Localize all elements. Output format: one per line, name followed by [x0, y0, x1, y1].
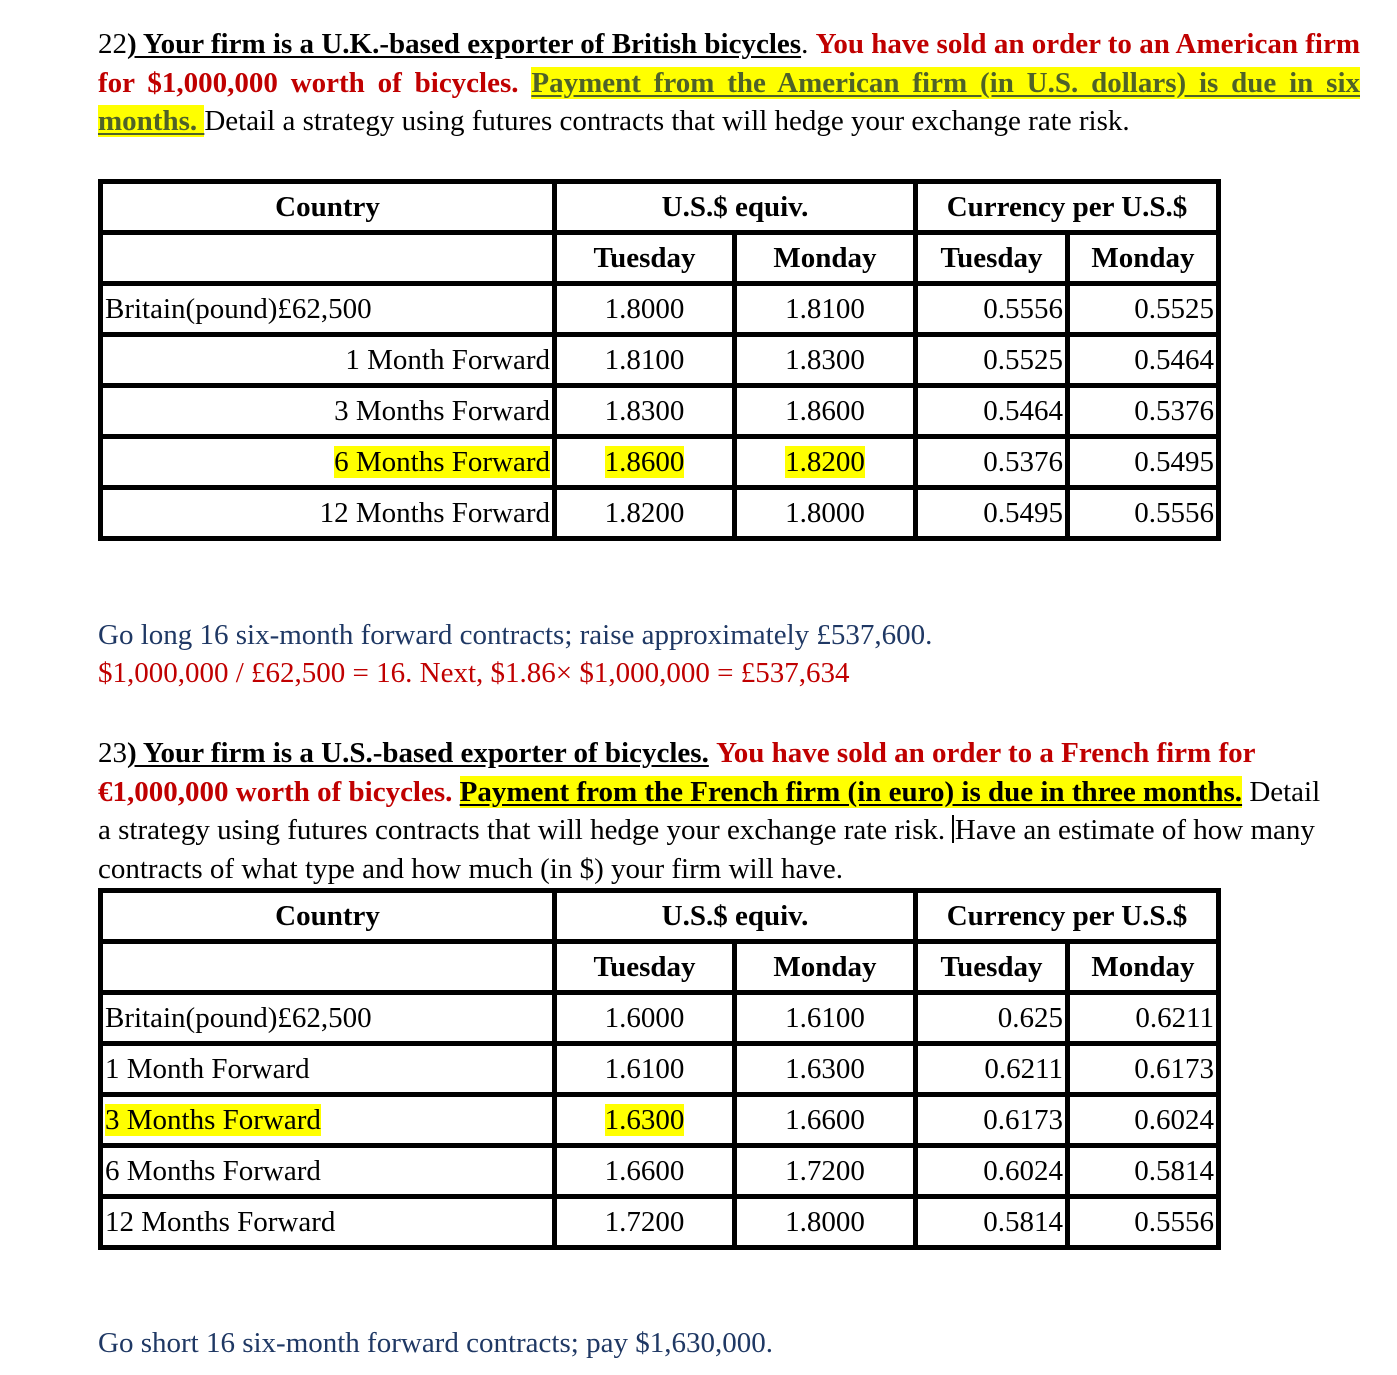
- usd-monday: [735, 437, 916, 488]
- highlighted-label: 6 Months Forward: [334, 445, 550, 478]
- table-row: [101, 437, 1219, 488]
- q22-red-text: You have sold an order to an American firm for $1,000,000 worth of bicycles.: [98, 28, 1360, 99]
- currency-monday: 0.6173: [1068, 1044, 1219, 1095]
- usd-monday: 1.6600: [735, 1095, 916, 1146]
- text-cursor: [952, 815, 954, 843]
- usd-tuesday: 1.7200: [555, 1197, 735, 1248]
- q23-rest-2: Have an estimate of how many contracts of what type and how much (in $) your firm will have.: [98, 814, 1315, 885]
- question-23: [98, 734, 1338, 888]
- row-label: 6 Months Forward: [101, 1146, 555, 1197]
- question-22: [98, 25, 1360, 141]
- table-row: [101, 284, 1219, 335]
- subheader-monday: Monday: [735, 233, 916, 284]
- currency-tuesday: 0.5464: [916, 386, 1068, 437]
- subheader-tuesday: Tuesday: [916, 233, 1068, 284]
- row-label: [101, 1095, 555, 1146]
- q22-space: [519, 67, 532, 99]
- header-usd-equiv: U.S.$ equiv.: [555, 182, 916, 233]
- table-row: [101, 335, 1219, 386]
- highlighted-value: 1.6300: [604, 1103, 685, 1136]
- row-label: 1 Month Forward: [101, 1044, 555, 1095]
- currency-monday: 0.5556: [1068, 488, 1219, 539]
- subheader-monday: Monday: [1068, 233, 1219, 284]
- highlighted-value: 1.8200: [785, 445, 865, 478]
- table-subheader-row: [101, 233, 1219, 284]
- usd-tuesday: 1.8000: [555, 284, 735, 335]
- header-country: Country: [101, 182, 555, 233]
- usd-monday: 1.8100: [735, 284, 916, 335]
- table-row: [101, 488, 1219, 539]
- q22-lead: ) Your firm is a U.K.-based exporter of British bicycles: [127, 28, 802, 60]
- usd-monday: 1.8600: [735, 386, 916, 437]
- usd-tuesday: 1.6000: [555, 993, 735, 1044]
- subheader-monday: Monday: [1068, 942, 1219, 993]
- row-label: Britain(pound)£62,500: [101, 284, 555, 335]
- header-currency-per-usd: Currency per U.S.$: [916, 182, 1219, 233]
- usd-tuesday: 1.8100: [555, 335, 735, 386]
- table-row: [101, 1044, 1219, 1095]
- currency-tuesday: 0.5495: [916, 488, 1068, 539]
- usd-tuesday: 1.8300: [555, 386, 735, 437]
- table-header-row: [101, 891, 1219, 942]
- q23-lead: ) Your firm is a U.S.-based exporter of bicycles.: [127, 737, 709, 769]
- currency-tuesday: 0.6211: [916, 1044, 1068, 1095]
- subheader-empty: [101, 233, 555, 284]
- table-row: [101, 1197, 1219, 1248]
- answer-22-line-1: Go long 16 six-month forward contracts; raise approximately £537,600.: [98, 619, 933, 651]
- row-label: 3 Months Forward: [101, 386, 555, 437]
- exchange-rate-table-23: [98, 888, 1221, 1250]
- usd-monday: 1.8000: [735, 488, 916, 539]
- answer-22-line-2: $1,000,000 / £62,500 = 16. Next, $1.86× $1,000,000 = £537,634: [98, 657, 850, 689]
- subheader-empty: [101, 942, 555, 993]
- highlighted-value: 1.8600: [604, 445, 685, 478]
- currency-tuesday: 0.625: [916, 993, 1068, 1044]
- currency-tuesday: 0.5556: [916, 284, 1068, 335]
- table-row: [101, 1146, 1219, 1197]
- usd-tuesday: [555, 437, 735, 488]
- currency-monday: 0.5376: [1068, 386, 1219, 437]
- highlighted-label: 3 Months Forward: [105, 1103, 321, 1136]
- currency-tuesday: 0.6173: [916, 1095, 1068, 1146]
- currency-monday: 0.5495: [1068, 437, 1219, 488]
- currency-monday: 0.6024: [1068, 1095, 1219, 1146]
- q23-space-2: [452, 776, 459, 808]
- table-row: [101, 386, 1219, 437]
- q22-highlighted-text: Payment from the American firm (in U.S. dollars) is due in six months.: [98, 66, 1360, 138]
- q23-space: [709, 737, 716, 769]
- subheader-tuesday: Tuesday: [555, 942, 735, 993]
- currency-monday: 0.6211: [1068, 993, 1219, 1044]
- subheader-monday: Monday: [735, 942, 916, 993]
- usd-monday: 1.8000: [735, 1197, 916, 1248]
- row-label: 12 Months Forward: [101, 488, 555, 539]
- q23-number: 23: [98, 737, 127, 769]
- header-currency-per-usd: Currency per U.S.$: [916, 891, 1219, 942]
- q22-rest: Detail a strategy using futures contracts that will hedge your exchange rate risk.: [204, 105, 1130, 138]
- exchange-rate-table-22: [98, 179, 1221, 541]
- usd-monday: 1.6100: [735, 993, 916, 1044]
- q23-red-text: You have sold an order to a French firm for €1,000,000 worth of bicycles.: [98, 737, 1255, 808]
- usd-monday: 1.8300: [735, 335, 916, 386]
- q23-rest: Detail a strategy using futures contracts that will hedge your exchange rate risk.: [98, 775, 1321, 847]
- currency-monday: 0.5525: [1068, 284, 1219, 335]
- subheader-tuesday: Tuesday: [916, 942, 1068, 993]
- row-label: 12 Months Forward: [101, 1197, 555, 1248]
- q23-highlighted-text: Payment from the French firm (in euro) is due in three months.: [459, 775, 1243, 808]
- usd-tuesday: 1.6100: [555, 1044, 735, 1095]
- currency-tuesday: 0.5814: [916, 1197, 1068, 1248]
- usd-monday: 1.7200: [735, 1146, 916, 1197]
- currency-monday: 0.5464: [1068, 335, 1219, 386]
- q22-lead-end: .: [801, 28, 816, 60]
- table-row: [101, 993, 1219, 1044]
- header-country: Country: [101, 891, 555, 942]
- usd-tuesday: [555, 1095, 735, 1146]
- currency-tuesday: 0.5376: [916, 437, 1068, 488]
- usd-monday: 1.6300: [735, 1044, 916, 1095]
- row-label: [101, 437, 555, 488]
- subheader-tuesday: Tuesday: [555, 233, 735, 284]
- table-header-row: [101, 182, 1219, 233]
- currency-tuesday: 0.5525: [916, 335, 1068, 386]
- answer-23-line-1: Go short 16 six-month forward contracts; pay $1,630,000.: [98, 1327, 773, 1359]
- currency-monday: 0.5814: [1068, 1146, 1219, 1197]
- usd-tuesday: 1.8200: [555, 488, 735, 539]
- table-subheader-row: [101, 942, 1219, 993]
- q22-number: 22: [98, 28, 127, 60]
- currency-monday: 0.5556: [1068, 1197, 1219, 1248]
- currency-tuesday: 0.6024: [916, 1146, 1068, 1197]
- usd-tuesday: 1.6600: [555, 1146, 735, 1197]
- table-row: [101, 1095, 1219, 1146]
- header-usd-equiv: U.S.$ equiv.: [555, 891, 916, 942]
- row-label: Britain(pound)£62,500: [101, 993, 555, 1044]
- row-label: 1 Month Forward: [101, 335, 555, 386]
